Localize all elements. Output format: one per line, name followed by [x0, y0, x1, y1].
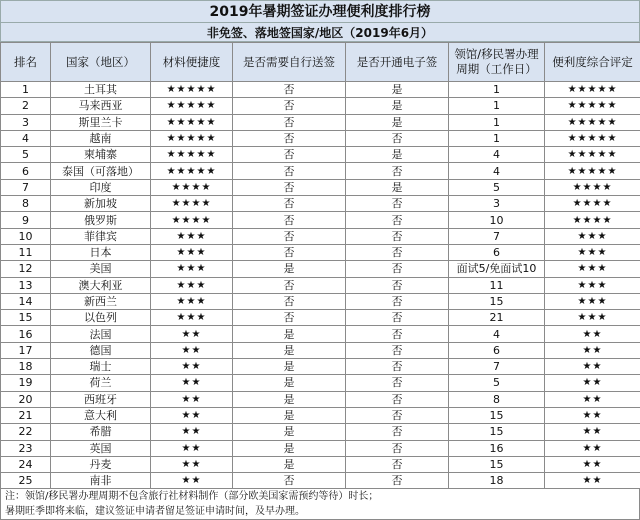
table-row — [1, 179, 640, 195]
cell-self-submit: 否 — [233, 98, 346, 114]
cell-rank: 3 — [1, 114, 51, 130]
table-row — [1, 277, 640, 293]
cell-period: 7 — [449, 228, 545, 244]
cell-esign: 是 — [346, 179, 449, 195]
cell-self-submit: 是 — [233, 456, 346, 472]
table-row — [1, 82, 640, 98]
cell-period: 面试5/免面试10 — [449, 261, 545, 277]
cell-country: 俄罗斯 — [51, 212, 151, 228]
table-row — [1, 228, 640, 244]
cell-period: 1 — [449, 130, 545, 146]
cell-country: 马来西亚 — [51, 98, 151, 114]
cell-material-rating: ★★★★★ — [151, 114, 233, 130]
cell-esign: 否 — [346, 456, 449, 472]
ranking-table — [0, 42, 640, 489]
cell-overall-rating: ★★★ — [545, 244, 640, 260]
cell-period: 1 — [449, 82, 545, 98]
cell-rank: 24 — [1, 456, 51, 472]
cell-country: 丹麦 — [51, 456, 151, 472]
cell-esign: 否 — [346, 293, 449, 309]
cell-rank: 10 — [1, 228, 51, 244]
header-overall: 便利度综合评定 — [545, 43, 640, 82]
table-row — [1, 147, 640, 163]
cell-self-submit: 是 — [233, 261, 346, 277]
cell-material-rating: ★★★★ — [151, 196, 233, 212]
cell-rank: 1 — [1, 82, 51, 98]
cell-country: 以色列 — [51, 310, 151, 326]
cell-period: 16 — [449, 440, 545, 456]
cell-overall-rating: ★★★★ — [545, 212, 640, 228]
document-subtitle: 非免签、落地签国家/地区（2019年6月） — [0, 22, 640, 42]
cell-material-rating: ★★ — [151, 342, 233, 358]
cell-overall-rating: ★★ — [545, 440, 640, 456]
table-row — [1, 212, 640, 228]
cell-esign: 否 — [346, 375, 449, 391]
cell-material-rating: ★★ — [151, 456, 233, 472]
cell-country: 越南 — [51, 130, 151, 146]
cell-period: 15 — [449, 293, 545, 309]
cell-overall-rating: ★★★ — [545, 310, 640, 326]
header-period: 领馆/移民署办理周期（工作日） — [449, 43, 545, 82]
cell-country: 新加坡 — [51, 196, 151, 212]
table-body — [1, 82, 640, 489]
table-row — [1, 293, 640, 309]
cell-rank: 6 — [1, 163, 51, 179]
cell-material-rating: ★★ — [151, 473, 233, 489]
cell-self-submit: 否 — [233, 473, 346, 489]
cell-esign: 否 — [346, 261, 449, 277]
cell-self-submit: 否 — [233, 163, 346, 179]
cell-self-submit: 是 — [233, 342, 346, 358]
cell-rank: 15 — [1, 310, 51, 326]
cell-rank: 11 — [1, 244, 51, 260]
cell-country: 西班牙 — [51, 391, 151, 407]
table-row — [1, 391, 640, 407]
cell-country: 印度 — [51, 179, 151, 195]
cell-overall-rating: ★★ — [545, 391, 640, 407]
cell-self-submit: 是 — [233, 326, 346, 342]
cell-self-submit: 否 — [233, 82, 346, 98]
cell-rank: 16 — [1, 326, 51, 342]
cell-self-submit: 是 — [233, 359, 346, 375]
cell-esign: 否 — [346, 391, 449, 407]
cell-material-rating: ★★ — [151, 326, 233, 342]
cell-period: 5 — [449, 375, 545, 391]
cell-period: 8 — [449, 391, 545, 407]
cell-overall-rating: ★★ — [545, 424, 640, 440]
cell-material-rating: ★★ — [151, 440, 233, 456]
cell-material-rating: ★★★★★ — [151, 130, 233, 146]
cell-country: 英国 — [51, 440, 151, 456]
cell-rank: 13 — [1, 277, 51, 293]
table-row — [1, 456, 640, 472]
cell-overall-rating: ★★ — [545, 375, 640, 391]
cell-country: 德国 — [51, 342, 151, 358]
cell-overall-rating: ★★★ — [545, 261, 640, 277]
table-row — [1, 424, 640, 440]
cell-period: 15 — [449, 407, 545, 423]
table-row — [1, 114, 640, 130]
cell-material-rating: ★★★★★ — [151, 82, 233, 98]
cell-esign: 否 — [346, 473, 449, 489]
cell-material-rating: ★★★★★ — [151, 163, 233, 179]
table-header-row — [1, 43, 640, 82]
cell-period: 5 — [449, 179, 545, 195]
cell-period: 7 — [449, 359, 545, 375]
cell-period: 10 — [449, 212, 545, 228]
cell-rank: 2 — [1, 98, 51, 114]
cell-material-rating: ★★ — [151, 391, 233, 407]
cell-country: 土耳其 — [51, 82, 151, 98]
cell-period: 21 — [449, 310, 545, 326]
cell-rank: 18 — [1, 359, 51, 375]
cell-overall-rating: ★★★ — [545, 293, 640, 309]
cell-country: 泰国（可落地） — [51, 163, 151, 179]
cell-esign: 是 — [346, 147, 449, 163]
cell-overall-rating: ★★ — [545, 359, 640, 375]
cell-rank: 9 — [1, 212, 51, 228]
cell-rank: 17 — [1, 342, 51, 358]
cell-overall-rating: ★★★★ — [545, 196, 640, 212]
cell-overall-rating: ★★ — [545, 407, 640, 423]
table-row — [1, 98, 640, 114]
table-row — [1, 163, 640, 179]
cell-overall-rating: ★★★ — [545, 228, 640, 244]
table-row — [1, 375, 640, 391]
cell-country: 法国 — [51, 326, 151, 342]
cell-rank: 23 — [1, 440, 51, 456]
cell-rank: 8 — [1, 196, 51, 212]
cell-country: 菲律宾 — [51, 228, 151, 244]
cell-rank: 12 — [1, 261, 51, 277]
cell-country: 柬埔寨 — [51, 147, 151, 163]
header-material: 材料便捷度 — [151, 43, 233, 82]
cell-period: 11 — [449, 277, 545, 293]
cell-country: 澳大利亚 — [51, 277, 151, 293]
cell-material-rating: ★★★★★ — [151, 147, 233, 163]
table-row — [1, 244, 640, 260]
cell-rank: 25 — [1, 473, 51, 489]
cell-rank: 7 — [1, 179, 51, 195]
cell-self-submit: 否 — [233, 179, 346, 195]
cell-material-rating: ★★★★ — [151, 179, 233, 195]
cell-esign: 是 — [346, 98, 449, 114]
cell-country: 希腊 — [51, 424, 151, 440]
cell-overall-rating: ★★★ — [545, 277, 640, 293]
cell-rank: 14 — [1, 293, 51, 309]
cell-material-rating: ★★★ — [151, 310, 233, 326]
cell-material-rating: ★★ — [151, 375, 233, 391]
cell-self-submit: 否 — [233, 114, 346, 130]
table-row — [1, 407, 640, 423]
cell-material-rating: ★★★ — [151, 261, 233, 277]
header-country: 国家（地区） — [51, 43, 151, 82]
cell-period: 4 — [449, 163, 545, 179]
cell-overall-rating: ★★ — [545, 473, 640, 489]
cell-esign: 否 — [346, 228, 449, 244]
table-row — [1, 342, 640, 358]
table-row — [1, 130, 640, 146]
table-row — [1, 196, 640, 212]
cell-country: 瑞士 — [51, 359, 151, 375]
cell-overall-rating: ★★★★★ — [545, 147, 640, 163]
cell-period: 4 — [449, 147, 545, 163]
cell-period: 6 — [449, 342, 545, 358]
footnote-1: 注：领馆/移民署办理周期不包含旅行社材料制作（部分欧美国家需预约等待）时长； — [0, 489, 640, 504]
cell-material-rating: ★★★★ — [151, 212, 233, 228]
cell-period: 4 — [449, 326, 545, 342]
cell-rank: 20 — [1, 391, 51, 407]
cell-period: 1 — [449, 114, 545, 130]
cell-self-submit: 是 — [233, 375, 346, 391]
cell-overall-rating: ★★★★★ — [545, 114, 640, 130]
cell-self-submit: 是 — [233, 424, 346, 440]
table-row — [1, 440, 640, 456]
cell-period: 18 — [449, 473, 545, 489]
cell-country: 南非 — [51, 473, 151, 489]
cell-overall-rating: ★★ — [545, 342, 640, 358]
cell-esign: 否 — [346, 244, 449, 260]
cell-overall-rating: ★★ — [545, 456, 640, 472]
cell-self-submit: 是 — [233, 407, 346, 423]
cell-esign: 否 — [346, 424, 449, 440]
cell-country: 斯里兰卡 — [51, 114, 151, 130]
document-title: 2019年暑期签证办理便利度排行榜 — [0, 0, 640, 22]
cell-self-submit: 否 — [233, 293, 346, 309]
cell-self-submit: 否 — [233, 196, 346, 212]
cell-self-submit: 是 — [233, 440, 346, 456]
cell-country: 荷兰 — [51, 375, 151, 391]
cell-material-rating: ★★★ — [151, 277, 233, 293]
cell-self-submit: 否 — [233, 310, 346, 326]
cell-country: 美国 — [51, 261, 151, 277]
cell-material-rating: ★★ — [151, 359, 233, 375]
cell-self-submit: 是 — [233, 391, 346, 407]
cell-material-rating: ★★★ — [151, 244, 233, 260]
cell-country: 新西兰 — [51, 293, 151, 309]
cell-material-rating: ★★★ — [151, 228, 233, 244]
cell-period: 3 — [449, 196, 545, 212]
cell-period: 6 — [449, 244, 545, 260]
cell-esign: 否 — [346, 163, 449, 179]
cell-overall-rating: ★★★★★ — [545, 163, 640, 179]
cell-rank: 19 — [1, 375, 51, 391]
cell-esign: 否 — [346, 212, 449, 228]
cell-esign: 否 — [346, 359, 449, 375]
cell-period: 1 — [449, 98, 545, 114]
cell-overall-rating: ★★ — [545, 326, 640, 342]
table-row — [1, 359, 640, 375]
cell-rank: 5 — [1, 147, 51, 163]
cell-period: 15 — [449, 424, 545, 440]
cell-esign: 否 — [346, 130, 449, 146]
cell-rank: 4 — [1, 130, 51, 146]
cell-self-submit: 否 — [233, 212, 346, 228]
cell-country: 日本 — [51, 244, 151, 260]
table-row — [1, 261, 640, 277]
cell-esign: 是 — [346, 114, 449, 130]
cell-self-submit: 否 — [233, 228, 346, 244]
cell-esign: 是 — [346, 82, 449, 98]
header-esign: 是否开通电子签 — [346, 43, 449, 82]
cell-period: 15 — [449, 456, 545, 472]
header-self-submit: 是否需要自行送签 — [233, 43, 346, 82]
cell-overall-rating: ★★★★★ — [545, 130, 640, 146]
cell-self-submit: 否 — [233, 244, 346, 260]
cell-esign: 否 — [346, 407, 449, 423]
cell-overall-rating: ★★★★ — [545, 179, 640, 195]
cell-overall-rating: ★★★★★ — [545, 82, 640, 98]
header-rank: 排名 — [1, 43, 51, 82]
cell-self-submit: 否 — [233, 147, 346, 163]
cell-material-rating: ★★ — [151, 407, 233, 423]
cell-esign: 否 — [346, 277, 449, 293]
table-row — [1, 473, 640, 489]
footnote-2: 暑期旺季即将来临，建议签证申请者留足签证申请时间，及早办理。 — [0, 504, 640, 520]
cell-esign: 否 — [346, 326, 449, 342]
table-row — [1, 310, 640, 326]
cell-country: 意大利 — [51, 407, 151, 423]
cell-rank: 21 — [1, 407, 51, 423]
cell-esign: 否 — [346, 342, 449, 358]
cell-esign: 否 — [346, 440, 449, 456]
cell-overall-rating: ★★★★★ — [545, 98, 640, 114]
cell-material-rating: ★★ — [151, 424, 233, 440]
cell-material-rating: ★★★ — [151, 293, 233, 309]
table-row — [1, 326, 640, 342]
cell-esign: 否 — [346, 310, 449, 326]
cell-self-submit: 否 — [233, 277, 346, 293]
cell-rank: 22 — [1, 424, 51, 440]
cell-esign: 否 — [346, 196, 449, 212]
cell-material-rating: ★★★★★ — [151, 98, 233, 114]
cell-self-submit: 否 — [233, 130, 346, 146]
